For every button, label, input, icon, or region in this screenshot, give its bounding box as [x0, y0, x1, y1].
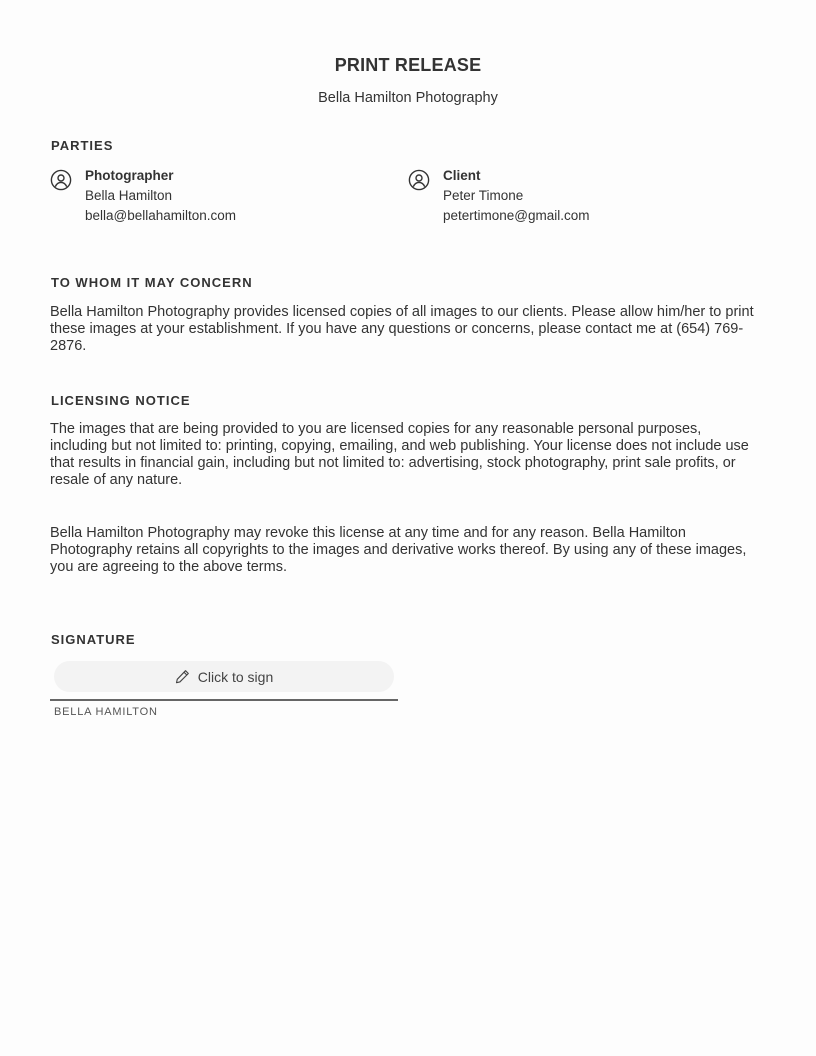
licensing-paragraph-2: Bella Hamilton Photography may revoke this license at any time and for any reason. Bella Hamilton Photography retains all copyrights to the images and derivative works thereof. By using any of these images, you are agreeing to the above terms.	[50, 525, 747, 575]
pencil-icon	[175, 669, 190, 684]
client-email: petertimone@gmail.com	[443, 208, 590, 223]
client-name: Peter Timone	[443, 188, 524, 203]
document-title: PRINT RELEASE	[334, 55, 482, 75]
signature-line	[50, 699, 398, 701]
licensing-heading: LICENSING NOTICE	[51, 393, 191, 408]
signature-heading: SIGNATURE	[51, 632, 136, 647]
parties-heading: PARTIES	[51, 138, 114, 153]
photographer-email: bella@bellahamilton.com	[85, 208, 237, 223]
party-client	[408, 168, 728, 228]
sign-button-label: Click to sign	[197, 668, 274, 685]
signer-name-label: BELLA HAMILTON	[54, 706, 158, 718]
licensing-paragraph-1: The images that are being provided to you are licensed copies for any reasonable personal purposes, including but not limited to: printing, copying, emailing, and web publishing. Your license does not include use that results in financial gain, including but not limited to: advertising, stock photography, print sale profits, or resale of any nature.	[50, 421, 749, 488]
click-to-sign-button[interactable]	[54, 661, 394, 692]
concern-heading: TO WHOM IT MAY CONCERN	[51, 275, 253, 290]
document-subtitle: Bella Hamilton Photography	[318, 90, 498, 106]
party-photographer	[50, 168, 370, 228]
user-circle-icon	[408, 169, 430, 191]
user-circle-icon	[50, 169, 72, 191]
photographer-name: Bella Hamilton	[85, 188, 173, 203]
client-role: Client	[443, 168, 481, 183]
concern-body: Bella Hamilton Photography provides licensed copies of all images to our clients. Please allow him/her to print these images at your establishment. If you have any questions or concerns, please contact me at (654) 769-2876.	[50, 304, 754, 354]
photographer-role: Photographer	[85, 168, 174, 183]
